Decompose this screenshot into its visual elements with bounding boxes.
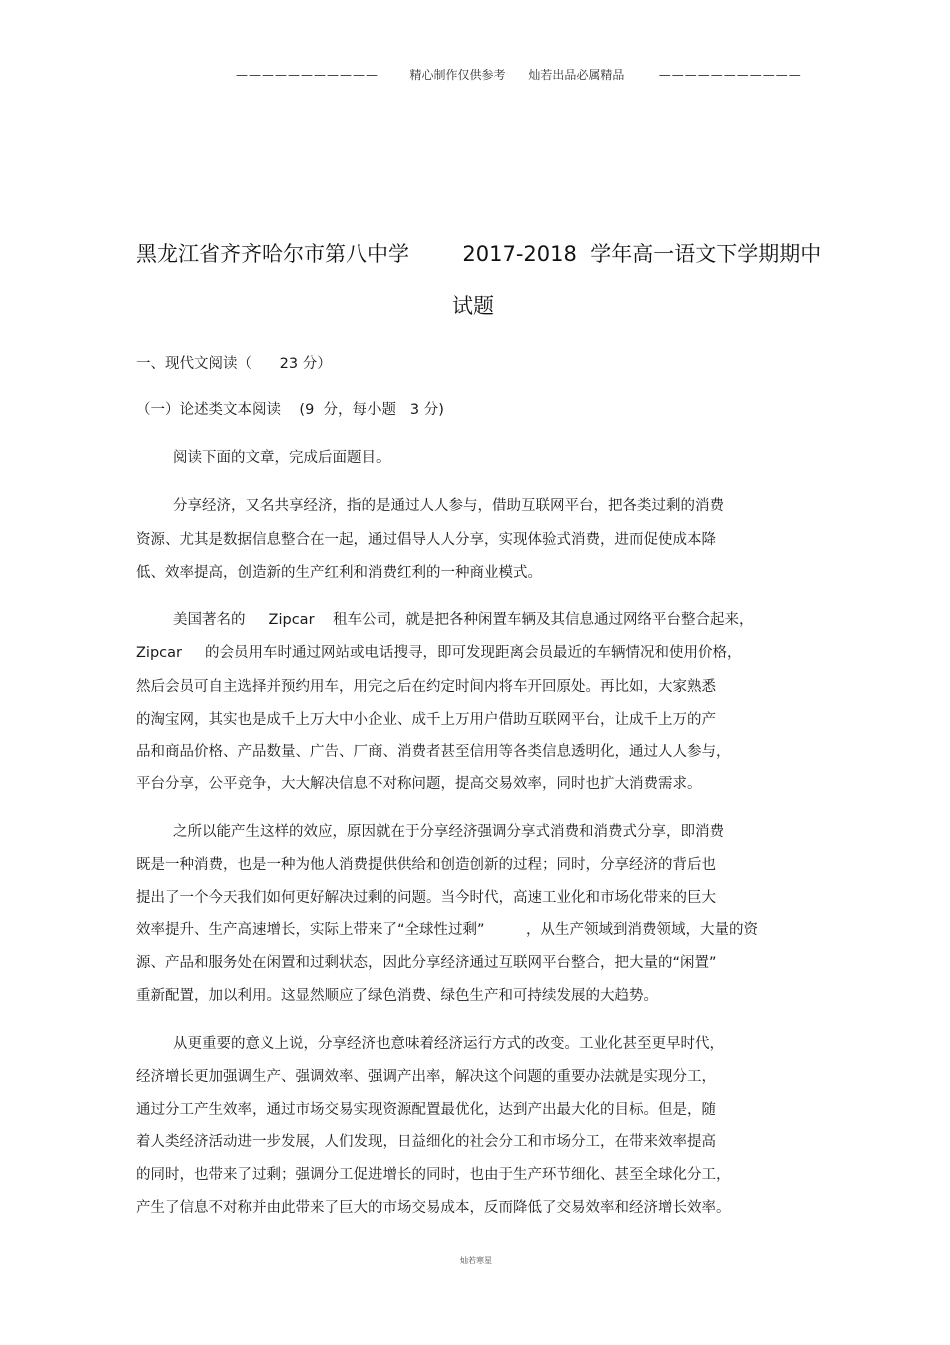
paragraph-2-line-3: 然后会员可自主选择并预约用车，用完之后在约定时间内将车开回原处。再比如，大家熟悉 <box>136 679 716 695</box>
paragraph-4-line-6: 产生了信息不对称并由此带来了巨大的市场交易成本，反而降低了交易效率和经济增长效率。 <box>136 1200 731 1216</box>
paragraph-2-line-6: 平台分享，公平竞争，大大解决信息不对称问题，提高交易效率，同时也扩大消费需求。 <box>136 776 702 792</box>
reading-instruction: 阅读下面的文章，完成后面题目。 <box>173 450 391 466</box>
document-title-line-1: 黑龙江省齐齐哈尔市第八中学 2017-2018 学年高一语文下学期期中 <box>136 242 822 266</box>
section-heading: 一、现代文阅读（ 23 分） <box>136 356 332 372</box>
page-header <box>236 66 802 83</box>
paragraph-4-line-1: 从更重要的意义上说，分享经济也意味着经济运行方式的改变。工业化甚至更早时代， <box>173 1036 724 1052</box>
paragraph-4-line-5: 的同时，也带来了过剩；强调分工促进增长的同时，也由于生产环节细化、甚至全球化分工， <box>136 1167 731 1183</box>
document-title-line-2: 试题 <box>452 294 494 318</box>
paragraph-1-line-3: 低、效率提高，创造新的生产红利和消费红利的一种商业模式。 <box>136 565 542 581</box>
paragraph-1-line-1: 分享经济，又名共享经济，指的是通过人人参与，借助互联网平台，把各类过剩的消费 <box>173 498 724 514</box>
paragraph-3-line-2: 既是一种消费，也是一种为他人消费提供供给和创造创新的过程；同时，分享经济的背后也 <box>136 857 716 873</box>
paragraph-4-line-3: 通过分工产生效率，通过市场交易实现资源配置最优化，达到产出最大化的目标。但是，随 <box>136 1102 716 1118</box>
header-dash-left: ——————————— <box>236 68 379 82</box>
paragraph-1-line-2: 资源、尤其是数据信息整合在一起，通过倡导人人分享，实现体验式消费，进而促使成本降 <box>136 532 716 548</box>
paragraph-4-line-4: 着人类经济活动进一步发展，人们发现，日益细化的社会分工和市场分工，在带来效率提高 <box>136 1134 716 1150</box>
paragraph-2-line-1: 美国著名的 Zipcar 租车公司，就是把各种闲置车辆及其信息通过网络平台整合起来， <box>173 612 754 628</box>
header-text-1: 精心制作仅供参考 <box>409 68 506 82</box>
paragraph-3-line-6: 重新配置，加以利用。这显然顺应了绿色消费、绿色生产和可持续发展的大趋势。 <box>136 988 658 1004</box>
page-footer: 灿若寒星 <box>460 1256 492 1265</box>
header-dash-right: ——————————— <box>658 68 802 82</box>
paragraph-2-line-2: Zipcar 的会员用车时通过网站或电话搜寻，即可发现距离会员最近的车辆情况和使用价格， <box>136 645 742 661</box>
header-text-2: 灿若出品必属精品 <box>528 68 625 82</box>
paragraph-3-line-4: 效率提升、生产高速增长，实际上带来了“全球性过剩” ，从生产领域到消费领域，大量的资 <box>136 922 759 938</box>
paragraph-4-line-2: 经济增长更加强调生产、强调效率、强调产出率，解决这个问题的重要办法就是实现分工， <box>136 1069 716 1085</box>
paragraph-3-line-5: 源、产品和服务处在闲置和过剩状态，因此分享经济通过互联网平台整合，把大量的“闲置” <box>136 955 717 971</box>
subsection-heading: （一）论述类文本阅读 (9 分，每小题 3 分) <box>136 402 444 418</box>
paragraph-2-line-4: 的淘宝网，其实也是成千上万大中小企业、成千上万用户借助互联网平台，让成千上万的产 <box>136 712 716 728</box>
paragraph-3-line-3: 提出了一个今天我们如何更好解决过剩的问题。当今时代，高速工业化和市场化带来的巨大 <box>136 890 716 906</box>
paragraph-2-line-5: 品和商品价格、产品数量、广告、厂商、消费者甚至信用等各类信息透明化，通过人人参与， <box>136 744 731 760</box>
paragraph-3-line-1: 之所以能产生这样的效应，原因就在于分享经济强调分享式消费和消费式分享，即消费 <box>173 824 724 840</box>
